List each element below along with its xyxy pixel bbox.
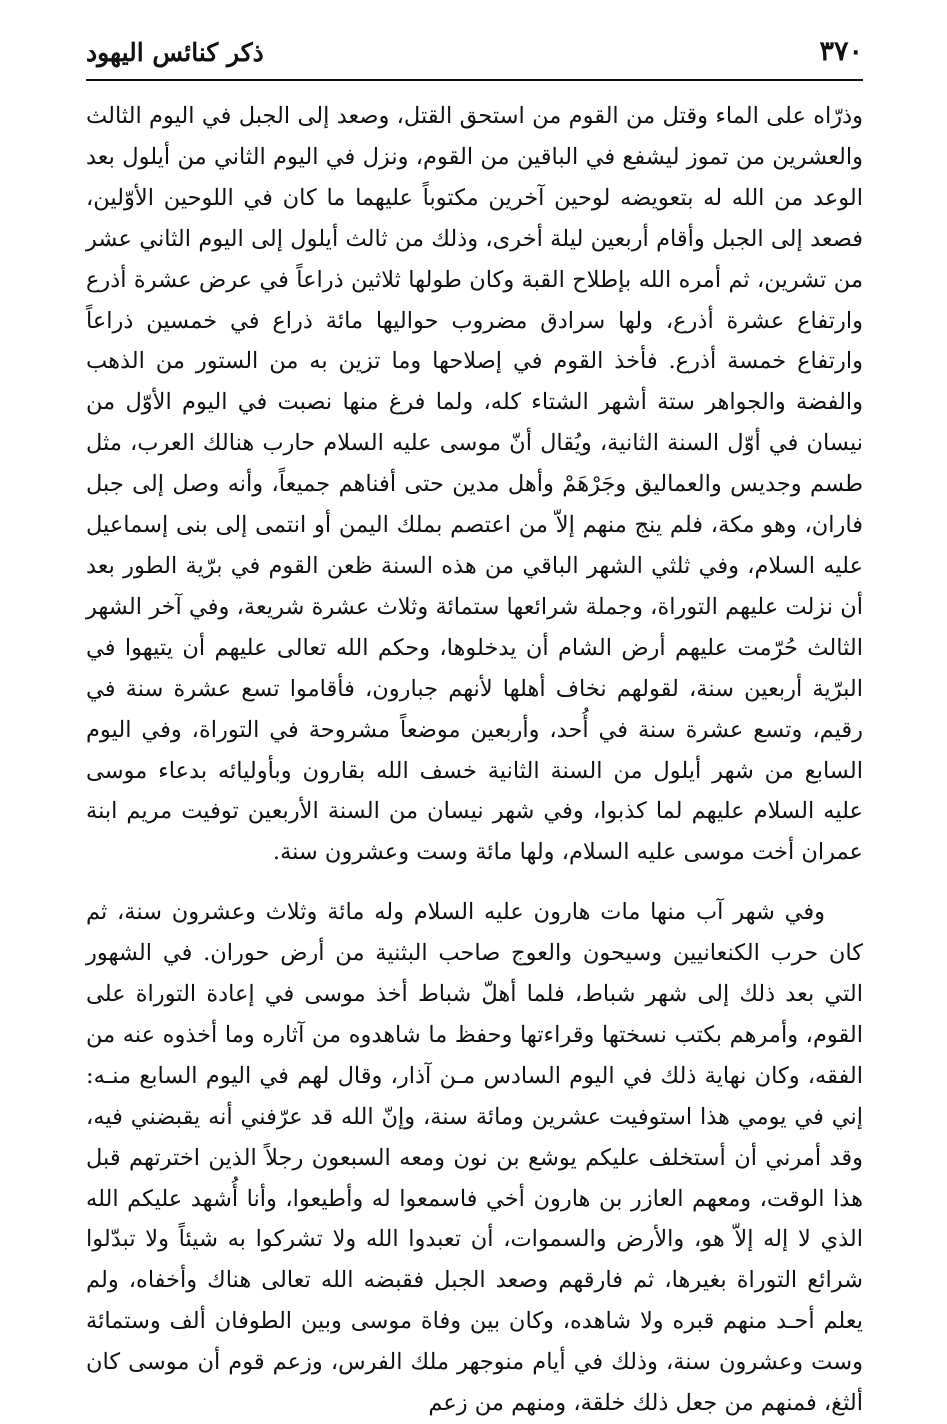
paragraph: وذرّاه على الماء وقتل من القوم من استحق القتل، وصعد إلى الجبل في اليوم الثالث والعشرين من تموز ليشفع في الباقين من القوم، ونزل في اليوم الثاني من أيلول بعد الوعد من الله له بتعويضه لوحين آخرين مكتوباً عليهما ما كان في اللوحين الأوّلين، فصعد إلى الجبل وأقام أربعين ليلة أخرى، وذلك من ثالث أيلول إلى اليوم الثاني عشر من تشرين، ثم أمره الله بإطلاح القبة وكان طولها ثلاثين ذراعاً في عرض عشرة أذرع وارتفاع عشرة أذرع، ولها سرادق مضروب حواليها مائة ذراع في خمسين ذراعاً وارتفاع خمسة أذرع. فأخذ القوم في إصلاحها وما تزين به من الستور من الذهب والفضة والجواهر ستة أشهر الشتاء كله، ولما فرغ منها نصبت في اليوم الأوّل من نيسان في أوّل السنة الثانية، ويُقال أنّ موسى عليه السلام حارب هنالك العرب، مثل طسم وجديس والعماليق وجَرْهَمْ وأهل مدين حتى أفناهم جميعاً، وأنه وصل إلى جبل فاران، وهو مكة، فلم ينج منهم إلاّ من اعتصم بملك اليمن أو انتمى إلى بنى إسماعيل عليه السلام، وفي ثلثي الشهر الباقي من هذه السنة ظعن القوم في برّية الطور بعد أن نزلت عليهم التوراة، وجملة شرائعها ستمائة وثلاث عشرة شريعة، وفي آخر الشهر الثالث حُرّمت عليهم أرض الشام أن يدخلوها، وحكم الله تعالى عليهم أن يتيهوا في البرّية أربعين سنة، لقولهم نخاف أهلها لأنهم جبارون، فأقاموا تسع عشرة سنة في رقيم، وتسع عشرة سنة في أُحد، وأربعين موضعاً مشروحة في التوراة، وفي اليوم السابع من شهر أيلول من السنة الثانية خسف الله بقارون وبأوليائه بدعاء موسى عليه السلام عليهم لما كذبوا، وفي شهر نيسان من السنة الأربعين توفيت مريم ابنة عمران أخت موسى عليه السلام، ولها مائة وست وعشرون سنة. — [86, 103, 863, 866]
header-rule — [86, 79, 863, 81]
paragraph: وفي شهر آب منها مات هارون عليه السلام وله مائة وثلاث وعشرون سنة، ثم كان حرب الكنعانيين وسيحون والعوج صاحب البثنية من أرض حوران. في الشهور التي بعد ذلك إلى شهر شباط، فلما أهلّ شباط أخذ موسى في إعادة التوراة على القوم، وأمرهم بكتب نسختها وقراءتها وحفظ ما شاهدوه من آثاره وما أخذوه عنه من الفقه، وكان نهاية ذلك في اليوم السادس مـن آذار، وقال لهم في اليوم السابع منـه: إني في يومي هذا استوفيت عشرين ومائة سنة، وإنّ الله قد عرّفني أنه يقبضني فيه، وقد أمرني أن أستخلف عليكم يوشع بن نون ومعه السبعون رجلاً الذين اخترتهم قبل هذا الوقت، ومعهم العازر بن هارون أخي فاسمعوا له وأطيعوا، وأنا أُشهد عليكم الله الذي لا إله إلاّ هو، والأرض والسموات، أن تعبدوا الله ولا تشركوا به شيئاً ولا تبدّلوا شرائع التوراة بغيرها، ثم فارقهم وصعد الجبل فقبضه الله تعالى هناك وأخفاه، ولم يعلم أحـد منهم قبره ولا شاهده، وكان بين وفاة موسى وبين الطوفان ألف وستمائة وست وعشرون سنة، وذلك في أيام منوجهر ملك الفرس، وزعم قوم أن موسى كان ألثغ، فمنهم من جعل ذلك خلقة، ومنهم من زعم — [86, 899, 863, 1417]
running-title: ذكر كنائس اليهود — [86, 38, 264, 67]
body-text — [86, 96, 863, 1424]
page-header — [86, 30, 863, 74]
page-number: ٣٧٠ — [819, 36, 863, 67]
